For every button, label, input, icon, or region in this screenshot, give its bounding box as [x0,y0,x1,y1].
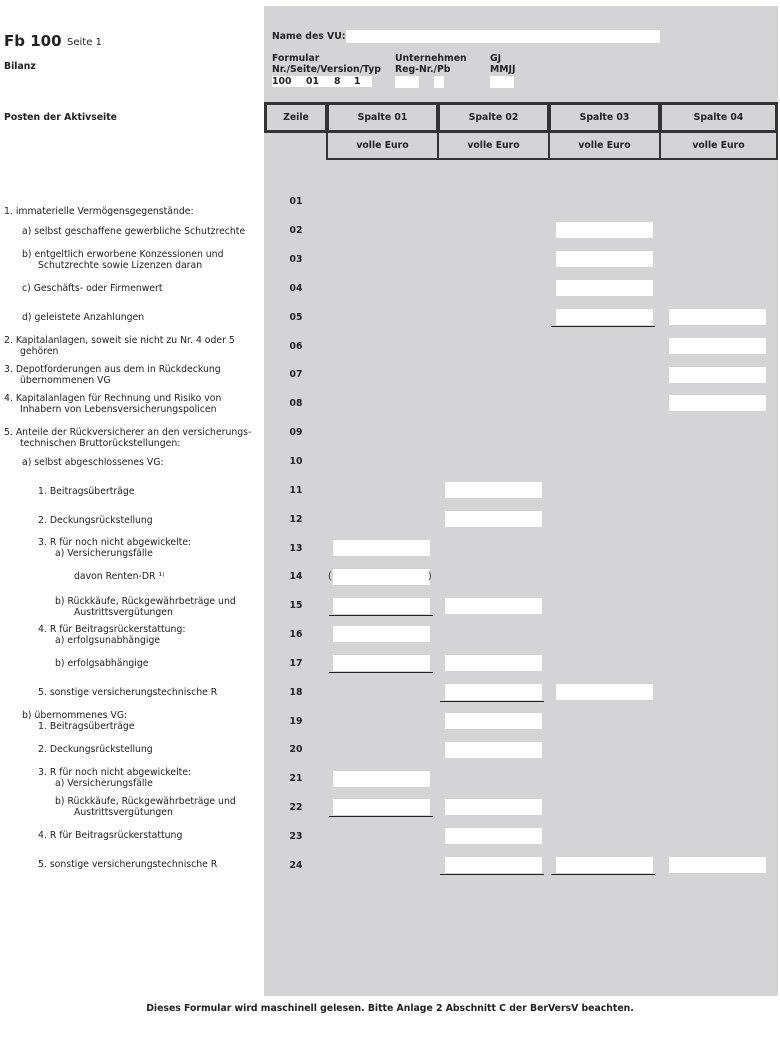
row-label-10: a) selbst abgeschlossenes VG: [22,457,164,468]
row-num-17: 17 [289,658,303,669]
row-label-13b: a) Versicherungsfälle [55,548,153,559]
row-label-02: a) selbst geschaffene gewerbliche Schutzrechte [22,226,246,237]
row-label-01: 1. immaterielle Vermögensgegenstände: [4,206,194,217]
row-num-14: 14 [289,571,303,582]
formular-sub: Nr./Seite/Version/Typ [272,64,381,75]
unit-03: volle Euro [548,133,661,160]
unit-04: volle Euro [659,133,778,160]
input-row07-col04[interactable] [669,367,766,383]
page-number: Seite 1 [67,37,102,48]
row-num-19: 19 [289,716,303,727]
input-row18-col03[interactable] [556,684,653,700]
unit-02: volle Euro [437,133,550,160]
row-label-03: b) entgeltlich erworbene Konzessionen und [22,249,224,260]
row-label-17: b) erfolgsabhängige [55,658,149,669]
unternehmen-label: Unternehmen [395,53,467,64]
column-header-01: Spalte 01 [326,102,439,133]
sum-line [551,874,655,875]
row-label-04: c) Geschäfts- oder Firmenwert [22,283,163,294]
column-header-04: Spalte 04 [659,102,778,133]
row-num-01: 01 [289,196,303,207]
row-label-06: 2. Kapitalanlagen, soweit sie nicht zu Nr. 4 oder 5 [4,335,235,346]
row-num-07: 07 [289,369,303,380]
input-row03-col03[interactable] [556,251,653,267]
input-row22-col01[interactable] [333,799,430,815]
gj-label: GJ [490,53,502,64]
input-row17-col01[interactable] [333,655,430,671]
input-row11-col02[interactable] [445,482,542,498]
row-label-19: b) übernommenes VG: [22,710,128,721]
zeile-header: Zeile [264,102,328,133]
sum-line [329,816,433,817]
sum-line [440,874,544,875]
row-num-09: 09 [289,427,303,438]
input-row20-col02[interactable] [445,742,542,758]
name-input[interactable] [346,30,660,43]
unit-01: volle Euro [326,133,439,160]
row-num-10: 10 [289,456,303,467]
row-num-12: 12 [289,514,303,525]
row-num-11: 11 [289,485,303,496]
input-row15-col01[interactable] [333,598,430,614]
row-num-13: 13 [289,543,303,554]
input-row24-col04[interactable] [669,857,766,873]
input-row23-col02[interactable] [445,828,542,844]
row-label-08: 4. Kapitalanlagen für Rechnung und Risiko von [4,393,222,404]
row-num-03: 03 [289,254,303,265]
row-num-23: 23 [289,831,303,842]
input-row16-col01[interactable] [333,626,430,642]
row-label-16: 4. R für Beitragsrückerstattung: [38,624,186,635]
section-title: Posten der Aktivseite [4,112,117,123]
row-label-18: 5. sonstige versicherungstechnische R [38,687,218,698]
column-header-02: Spalte 02 [437,102,550,133]
form-id: Fb 100 [4,32,62,50]
row-label-07b: übernommenen VG [20,375,111,386]
input-row06-col04[interactable] [669,338,766,354]
row-label-15b: Austrittsvergütungen [74,607,173,618]
row-num-06: 06 [289,341,303,352]
formular-version: 8 [334,76,341,87]
row-label-09: 5. Anteile der Rückversicherer an den versicherungs- [4,427,252,438]
row-label-21b: a) Versicherungsfälle [55,778,153,789]
form-title: Bilanz [4,61,36,72]
row-num-22: 22 [289,802,303,813]
input-row05-col04[interactable] [669,309,766,325]
row-label-09b: technischen Bruttorückstellungen: [20,438,181,449]
formular-nr: 100 [272,76,292,87]
row-label-19b: 1. Beitragsüberträge [38,721,135,732]
row-label-20: 2. Deckungsrückstellung [38,744,153,755]
column-header-03: Spalte 03 [548,102,661,133]
unternehmen-sub: Reg-Nr./Pb [395,64,451,75]
paren-open: ( [328,571,332,582]
pb-input[interactable] [434,76,444,88]
row-num-20: 20 [289,744,303,755]
formular-label: Formular [272,53,320,64]
row-label-22b: Austrittsvergütungen [74,807,173,818]
row-label-15: b) Rückkäufe, Rückgewährbeträge und [55,596,236,607]
row-label-11: 1. Beitragsüberträge [38,486,135,497]
name-label: Name des VU: [272,31,346,42]
sum-line [551,326,655,327]
formular-typ: 1 [354,76,361,87]
row-num-15: 15 [289,600,303,611]
row-label-08b: Inhabern von Lebensversicherungspolicen [20,404,217,415]
sum-line [329,615,433,616]
input-row24-col02[interactable] [445,857,542,873]
row-num-04: 04 [289,283,303,294]
row-num-16: 16 [289,629,303,640]
input-row24-col03[interactable] [556,857,653,873]
formular-values [272,76,372,87]
row-num-05: 05 [289,312,303,323]
row-label-07: 3. Depotforderungen aus dem in Rückdeckung [4,364,221,375]
sum-line [440,701,544,702]
footer-note: Dieses Formular wird maschinell gelesen. Bitte Anlage 2 Abschnitt C der BerVersV beachten. [146,1003,634,1014]
input-row08-col04[interactable] [669,395,766,411]
row-label-23: 4. R für Beitragsrückerstattung [38,830,183,841]
input-row21-col01[interactable] [333,771,430,787]
sum-line [329,672,433,673]
row-num-08: 08 [289,398,303,409]
input-row18-col02[interactable] [445,684,542,700]
input-row15-col02[interactable] [445,598,542,614]
row-label-05: d) geleistete Anzahlungen [22,312,145,323]
gj-input[interactable] [490,76,514,88]
row-label-03b: Schutzrechte sowie Lizenzen daran [38,260,203,271]
row-num-21: 21 [289,773,303,784]
row-num-18: 18 [289,687,303,698]
row-label-12: 2. Deckungsrückstellung [38,515,153,526]
row-label-06b: gehören [20,346,59,357]
input-row02-col03[interactable] [556,222,653,238]
input-row17-col02[interactable] [445,655,542,671]
input-row04-col03[interactable] [556,280,653,296]
input-row22-col02[interactable] [445,799,542,815]
row-num-24: 24 [289,860,303,871]
row-label-14: davon Renten-DR ¹⁾ [74,571,165,582]
row-label-13: 3. R für noch nicht abgewickelte: [38,537,192,548]
row-label-21: 3. R für noch nicht abgewickelte: [38,767,192,778]
input-row13-col01[interactable] [333,540,430,556]
formular-seite: 01 [306,76,319,87]
row-label-16b: a) erfolgsunabhängige [55,635,161,646]
input-row05-col03[interactable] [556,309,653,325]
gj-sub: MMJJ [490,64,516,75]
input-row12-col02[interactable] [445,511,542,527]
row-label-24: 5. sonstige versicherungstechnische R [38,859,218,870]
row-num-02: 02 [289,225,303,236]
reg-nr-input[interactable] [395,76,419,88]
paren-close: ) [428,571,432,582]
row-label-22: b) Rückkäufe, Rückgewährbeträge und [55,796,236,807]
input-row14-col01[interactable] [333,569,430,585]
input-row19-col02[interactable] [445,713,542,729]
